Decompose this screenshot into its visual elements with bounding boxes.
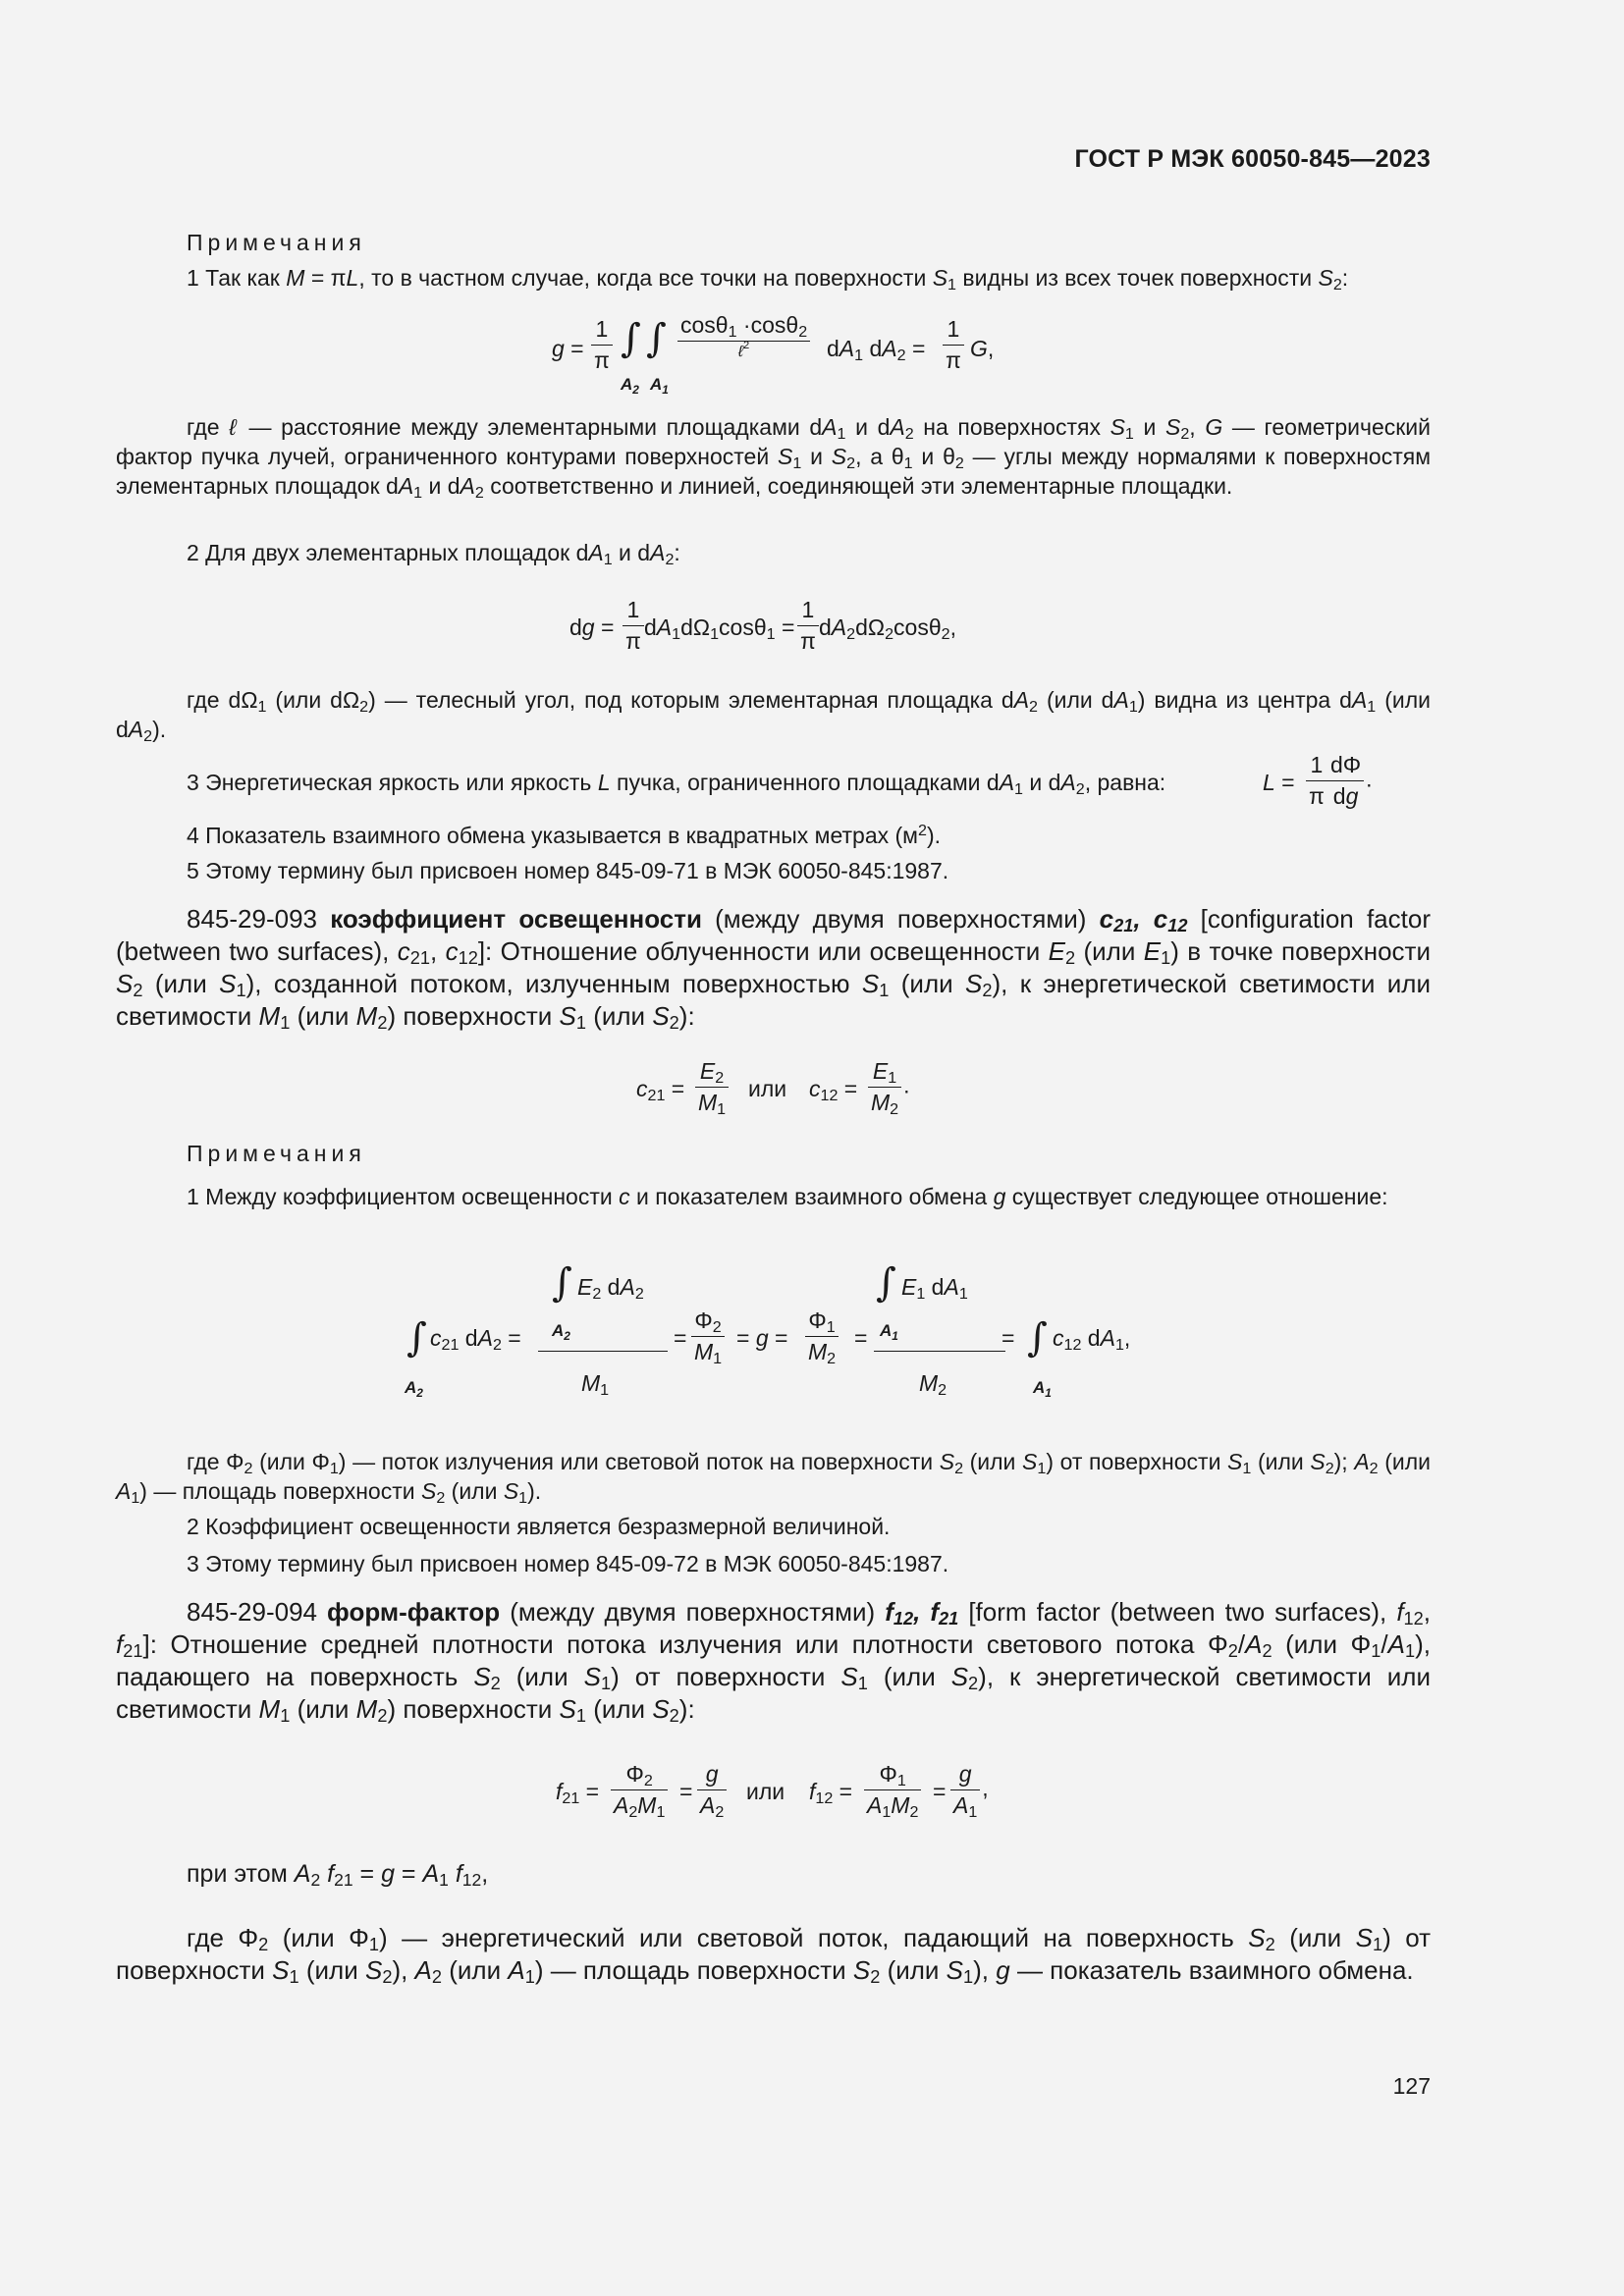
term-094-formula: $f_{21}$ = $\frac{\Phi_2}{A_2M_1}$ = $\frac{g}{A_2}$ или $f_{12}$ = $\frac{\Phi_1}{A_1M_2}$ = $\frac{g}{A_1}$ , [556,1761,989,1821]
term-093-symbols: $c_{21}$, $c_{12}$ [1099,904,1188,935]
term-094-relation: при этом $A_2$ $f_{21} = g = A_1$ $f_{12}$, [187,1860,489,1890]
term-093-name: коэффициент освещенности [330,904,702,934]
term-093-notes-title: Примечания [187,1141,366,1166]
term-093-note-2-text: 2 Коэффициент освещенности является безразмерной величиной. [187,1514,891,1539]
term-093-qualifier: (между двумя поверхностями) [715,904,1087,934]
term-094-symbols: $f_{12}$, $f_{21}$ [885,1597,959,1629]
term-094-name: форм-фактор [327,1597,501,1627]
term-093-note-1-where: где $\Phi_2$ (или $\Phi_1$) — поток излучения или световой поток на поверхности $S_2$ (или $S_1$) от поверхности $S_1$ (или $S_2$); $A_2$ (или $A_1$) — площадь поверхности $S_2$ (или $S_1$). [116,1449,1431,1507]
note-1-text: 1 Так как M = πL, то в частном случае, когда все точки на поверхности $S_1$ видны из всех точек поверхности $S_2$: [187,265,1349,294]
page-number: 127 [1392,2073,1431,2099]
note-2-where: где $d\Omega_1$ (или $d\Omega_2$) — телесный угол, под которым элементарная площадка $dA_2$ (или $dA_1$) видна из центра $dA_1$ (или $dA_2$). [116,687,1431,745]
note-1-where: где ℓ — расстояние между элементарными площадками $dA_1$ и $dA_2$ на поверхностях $S_1$ и $S_2$, G — геометрический фактор пучка лучей, ограниченного контурами поверхностей $S_1$ и $S_2$, а $\theta_1$ и $\theta_2$ — углы между нормалями к поверхностям элементарных площадок $dA_1$ и $dA_2$ соответственно и линией, соединяющей эти элементарные площадки. [116,414,1432,502]
note-2-formula: dg = $\frac{1}{\pi}$ $dA_1d\Omega_1\cos\theta_1$ = $\frac{1}{\pi}$ $dA_2d\Omega_2\cos\theta_2$, [569,597,956,654]
term-094-entry: 845-29-094 форм-фактор (между двумя поверхностями) $f_{12}$, $f_{21}$ [form factor (between two surfaces), $f_{12}$, $f_{21}$]: Отношение средней плотности потока излучения или плотности светового потока $\Phi_2/A_2$ (или $\Phi_1/A_1$), падающего на поверхность $S_2$ (или $S_1$) от поверхности $S_1$ (или $S_2$), к энергетической светимости или светимости $M_1$ (или $M_2$) поверхности $S_1$ (или $S_2$): [116,1597,1432,1726]
document-header: ГОСТ Р МЭК 60050-845—2023 [1074,145,1431,173]
term-093-note-1-text: 1 Между коэффициентом освещенности c и показателем взаимного обмена g существует следующее отношение: [187,1184,1388,1209]
term-094-where: где $\Phi_2$ (или $\Phi_1$) — энергетический или световой поток, падающий на поверхность $S_2$ (или $S_1$) от поверхности $S_1$ (или $S_2$), $A_2$ (или $A_1$) — площадь поверхности $S_2$ (или $S_1$), g — показатель взаимного обмена. [116,1923,1431,1987]
note-4-text: 4 Показатель взаимного обмена указывается в квадратных метрах $(м^2)$. [187,822,941,848]
note-3-text: 3 Энергетическая яркость или яркость L пучка, ограниченного площадками $dA_1$ и $dA_2$, равна: [187,770,1166,798]
note-5-text: 5 Этому термину был присвоен номер 845-09-71 в МЭК 60050-845:1987. [187,858,949,883]
note-3-formula: L = $\frac{1}{\pi}$ $\frac{d\Phi}{dg}$ . [1263,752,1373,809]
notes-title: Примечания [187,230,366,255]
term-094-number: 845-29-094 [187,1597,317,1627]
note-1-formula: g = $\frac{1}{\pi}$ ∫ ∫ $A_2$ $A_1$ $\frac{\cos\theta_1 \cdot\cos\theta_2}{\ell^2}$ $dA_1$ $dA_2$ = $\frac{1}{\pi}$ G, [552,312,995,397]
term-094-qualifier: (между двумя поверхностями) [510,1597,876,1627]
term-093-note-3-text: 3 Этому термину был присвоен номер 845-09-72 в МЭК 60050-845:1987. [187,1551,949,1576]
note-2-text: 2 Для двух элементарных площадок $dA_1$ и $dA_2$: [187,540,680,568]
term-093-number: 845-29-093 [187,904,317,934]
term-093-note-1-formula: ∫ $A_2$ $c_{21}$ $dA_2$ = ∫ $E_2$ $dA_2$ $A_2$ $M_1$ = $\frac{\Phi_2}{M_1}$ = g = $\frac{\Phi_1}{M_2}$ = ∫ $E_1$ $dA_1$ $A_1$ $M_2$ = ∫ $A_1$ $c_{12}$ $dA_1$, [405,1260,1131,1400]
term-093-formula: $c_{21}$ = $\frac{E_2}{M_1}$ или $c_{12}$ = $\frac{E_1}{M_2}$ . [636,1058,910,1118]
term-093-entry: 845-29-093 коэффициент освещенности (между двумя поверхностями) $c_{21}$, $c_{12}$ [configuration factor (between two surfaces), $c_{21}$, $c_{12}$]: Отношение облученности или освещенности $E_2$ (или $E_1$) в точке поверхности $S_2$ (или $S_1$), созданной потоком, излученным поверхностью $S_1$ (или $S_2$), к энергетической светимости или светимости $M_1$ (или $M_2$) поверхности $S_1$ (или $S_2$): [116,904,1431,1033]
